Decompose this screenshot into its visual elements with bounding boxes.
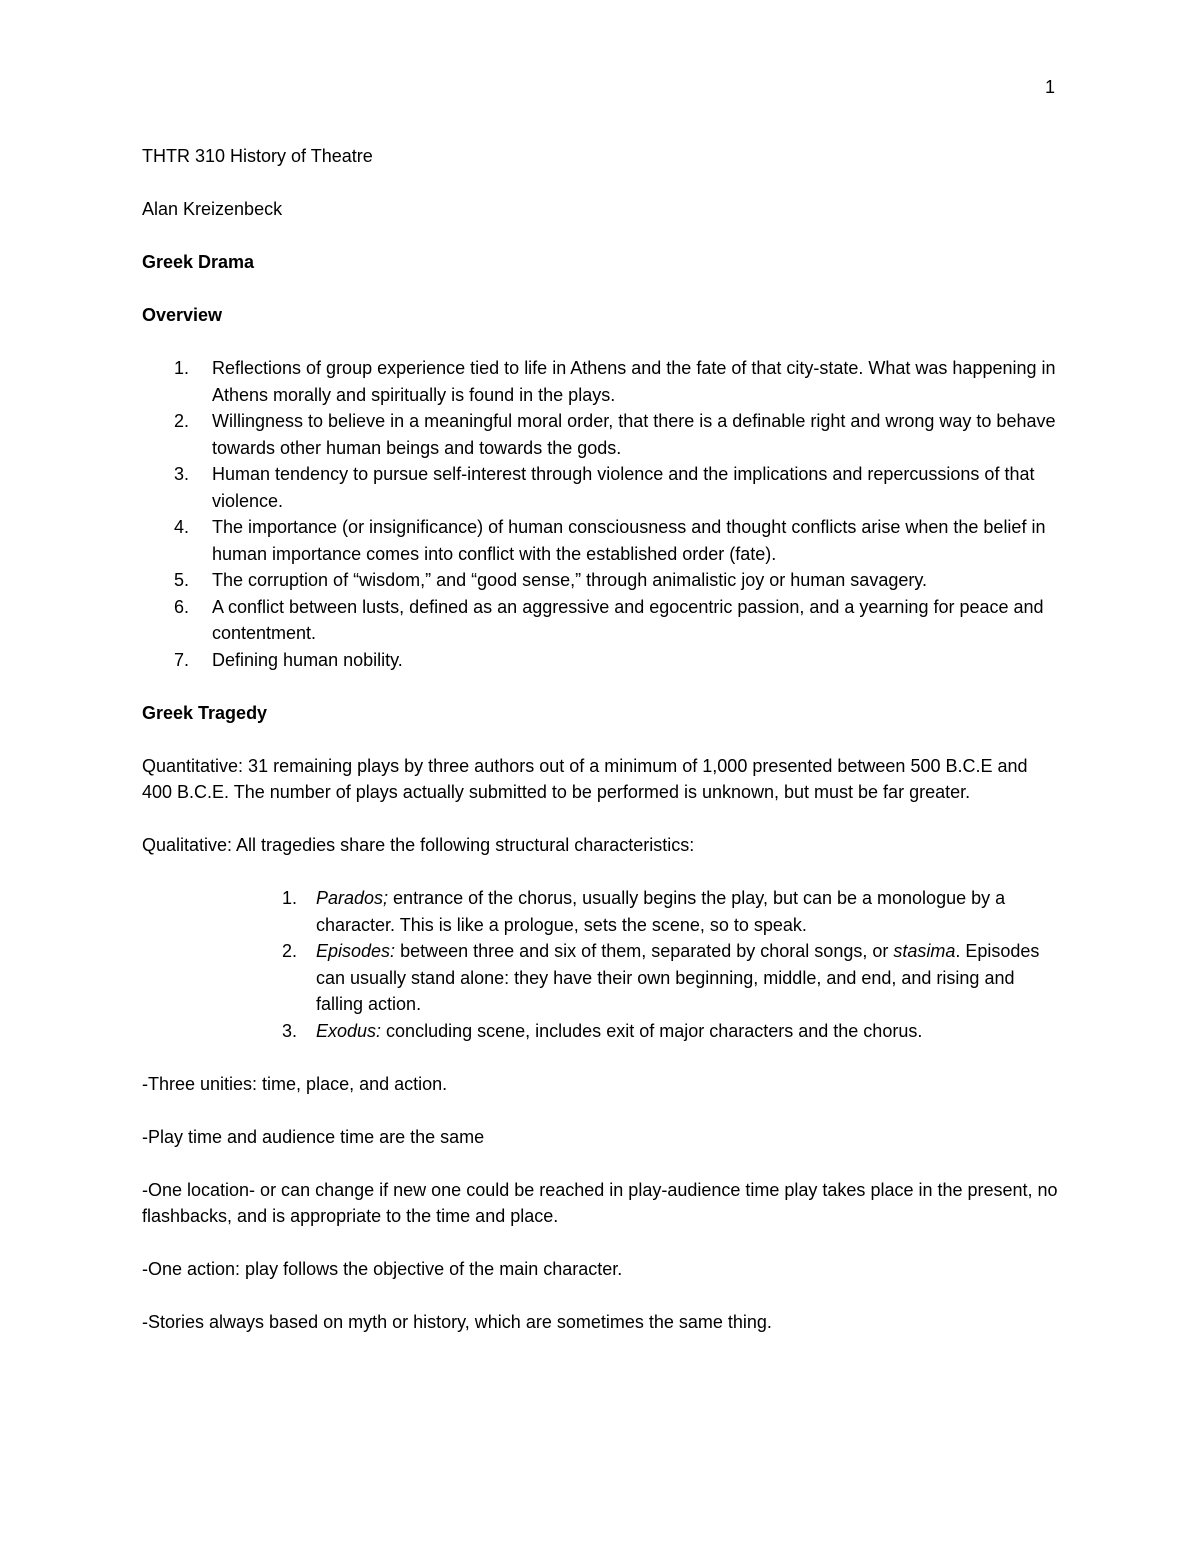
overview-list — [142, 355, 1062, 673]
list-item — [142, 594, 1062, 647]
list-item-text: The corruption of “wisdom,” and “good sense,” through animalistic joy or human savagery. — [212, 570, 928, 590]
list-number: 7. — [174, 649, 190, 670]
list-item — [142, 567, 1062, 594]
list-item-text: . Episodes can usually stand alone: they have their own beginning, middle, and end, and rising and falling action. — [316, 941, 1040, 1014]
note-three-unities: -Three unities: time, place, and action. — [142, 1073, 448, 1094]
list-number: 1. — [282, 888, 298, 908]
greek-tragedy-heading: Greek Tragedy — [142, 702, 268, 723]
list-item — [142, 408, 1062, 461]
list-number: 3. — [174, 464, 190, 484]
list-item-text: concluding scene, includes exit of major characters and the chorus. — [381, 1020, 923, 1041]
list-item-text: Defining human nobility. — [212, 649, 403, 670]
author-name: Alan Kreizenbeck — [142, 199, 283, 219]
term-episodes: Episodes: — [316, 941, 396, 961]
list-number: 1. — [174, 358, 190, 378]
structure-list — [142, 885, 1062, 1044]
list-number: 2. — [282, 941, 298, 961]
term-parados: Parados; — [316, 888, 389, 908]
list-item — [142, 885, 1062, 938]
note-play-time: -Play time and audience time are the same — [142, 1126, 485, 1147]
list-number: 5. — [174, 570, 190, 590]
quantitative-paragraph: Quantitative: 31 remaining plays by three authors out of a minimum of 1,000 presented between 500 B.C.E and 400 B.C.E. The number of plays actually submitted to be performed is unknown, but must be far greater. — [142, 755, 1028, 802]
list-item-text: The importance (or insignificance) of human consciousness and thought conflicts arise when the belief in human importance comes into conflict with the established order (fate). — [212, 517, 1046, 564]
list-item-text: Willingness to believe in a meaningful moral order, that there is a definable right and wrong way to behave towards other human beings and towards the gods. — [212, 411, 1056, 458]
list-item-text: between three and six of them, separated by choral songs, or — [395, 941, 894, 961]
page-number: 1 — [1045, 77, 1056, 97]
overview-heading: Overview — [142, 305, 223, 325]
term-exodus: Exodus: — [316, 1020, 382, 1041]
term-stasima: stasima — [893, 941, 956, 961]
list-item-text: A conflict between lusts, defined as an aggressive and egocentric passion, and a yearning for peace and contentment. — [212, 596, 1044, 643]
list-item — [142, 938, 1062, 1018]
document-body — [142, 143, 1062, 1336]
list-item-text: Human tendency to pursue self-interest through violence and the implications and repercussions of that violence. — [212, 464, 1035, 511]
list-item-text: entrance of the chorus, usually begins the play, but can be a monologue by a character. This is like a prologue, sets the scene, so to speak. — [316, 888, 1006, 935]
course-title: THTR 310 History of Theatre — [142, 146, 373, 166]
list-item — [142, 461, 1062, 514]
note-stories: -Stories always based on myth or history, which are sometimes the same thing. — [142, 1312, 772, 1332]
list-number: 3. — [282, 1020, 298, 1041]
list-item — [142, 1018, 1062, 1045]
note-one-location: -One location- or can change if new one could be reached in play-audience time play takes place in the present, no flashbacks, and is appropriate to the time and place. — [142, 1179, 1058, 1226]
list-item-text: Reflections of group experience tied to life in Athens and the fate of that city-state. What was happening in Athens morally and spiritually is found in the plays. — [212, 358, 1056, 405]
list-number: 6. — [174, 596, 190, 617]
list-item — [142, 514, 1062, 567]
list-number: 4. — [174, 517, 190, 537]
list-number: 2. — [174, 411, 190, 431]
section-title-greek-drama: Greek Drama — [142, 252, 255, 272]
note-one-action: -One action: play follows the objective of the main character. — [142, 1259, 623, 1279]
list-item — [142, 355, 1062, 408]
qualitative-paragraph: Qualitative: All tragedies share the following structural characteristics: — [142, 835, 695, 855]
list-item — [142, 647, 1062, 674]
